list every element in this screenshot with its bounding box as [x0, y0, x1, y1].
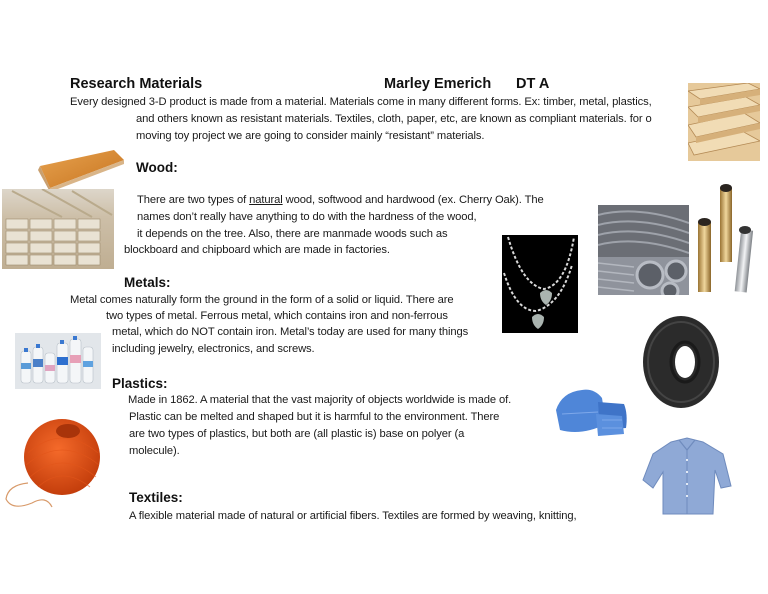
plastics-heading: Plastics:	[112, 376, 168, 391]
wood-line-1-post: wood, softwood and hardwood (ex. Cherry Oak). The	[282, 194, 544, 206]
blue-towels-image	[552, 384, 630, 440]
plastics-line-3: are two types of plastics, but both are (all plastic is) base on polyer (a	[129, 428, 465, 440]
metal-tubes-image	[694, 180, 756, 298]
textiles-line-1: A flexible material made of natural or artificial fibers. Textiles are formed by weaving, knitting,	[129, 510, 577, 522]
plastics-line-1: Made in 1862. A material that the vast majority of objects worldwide is made of.	[128, 394, 512, 406]
silver-necklace-image	[502, 235, 578, 333]
intro-line-1: Every designed 3-D product is made from a material. Materials come in many different forms. Ex: timber, metal, plastics,	[70, 96, 652, 108]
metals-heading: Metals:	[124, 275, 171, 290]
intro-line-3: moving toy project we are going to consider mainly “resistant” materials.	[136, 130, 485, 142]
plastics-line-2: Plastic can be melted and shaped but it is harmful to the environment. There	[129, 411, 500, 423]
metals-line-4: including jewelry, electronics, and screws.	[112, 343, 315, 355]
author-name: Marley Emerich	[384, 76, 492, 92]
textiles-heading: Textiles:	[129, 490, 183, 505]
plastic-bottles-image	[15, 333, 101, 389]
plastics-line-4: molecule).	[129, 445, 180, 457]
metals-line-2: two types of metal. Ferrous metal, which contains iron and non-ferrous	[106, 310, 448, 322]
steel-rebar-pipes-image	[598, 205, 689, 295]
natural-underlined: natural	[249, 194, 283, 206]
wood-line-3: it depends on the tree. Also, there are manmade woods such as	[137, 228, 448, 240]
wood-heading: Wood:	[136, 160, 178, 175]
metals-line-3: metal, which do NOT contain iron. Metal’s today are used for many things	[112, 326, 469, 338]
wood-planks-image	[688, 83, 760, 161]
orange-yarn-ball-image	[2, 413, 100, 513]
rubber-tire-image	[640, 312, 722, 412]
timber-stack-image	[2, 189, 114, 269]
intro-line-2: and others known as resistant materials. Textiles, cloth, paper, etc, are known as compliant materials. for o	[136, 113, 652, 125]
wood-line-1	[137, 194, 544, 207]
blue-shirt-image	[641, 436, 733, 516]
wood-line-2: names don’t really have anything to do with the hardness of the wood,	[137, 211, 477, 223]
wood-line-1-pre: There are two types of	[137, 194, 250, 206]
class-label: DT A	[516, 76, 550, 92]
plywood-board-image	[28, 148, 126, 192]
document-title: Research Materials	[70, 76, 203, 92]
metals-line-1: Metal comes naturally form the ground in the form of a solid or liquid. There are	[70, 294, 454, 306]
wood-line-4: blockboard and chipboard which are made in factories.	[124, 244, 390, 256]
